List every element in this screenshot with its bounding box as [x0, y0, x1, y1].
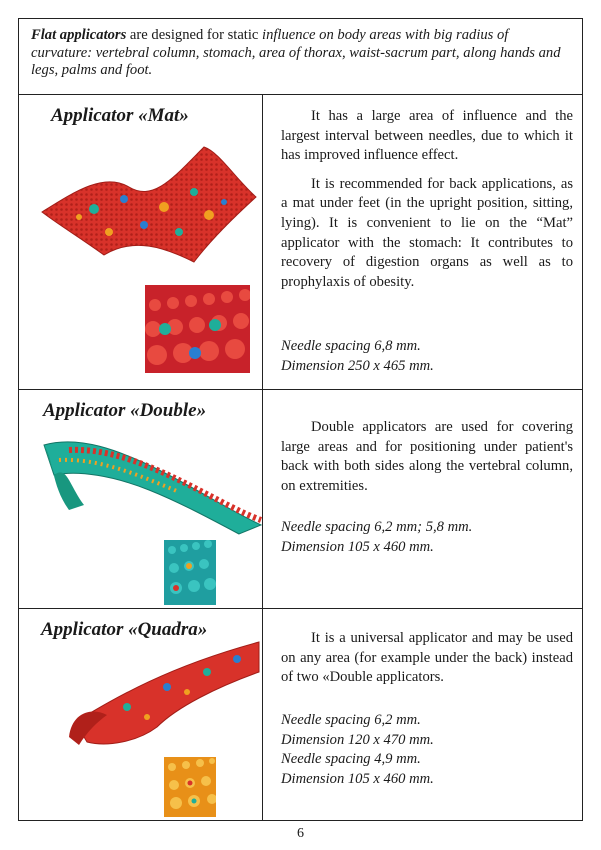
spec-line: Dimension 250 x 465 mm.: [281, 357, 434, 374]
mat-applicator-image: [34, 137, 259, 267]
spec-line: Dimension 120 x 470 mm.: [281, 731, 434, 748]
mat-closeup-image: [145, 285, 250, 373]
applicator-title: Applicator «Mat»: [51, 105, 189, 126]
intro-text-italic: influence on body areas with big radius of curvature: vertebral column, stomach, area of thorax, waist-sacrum part, along hands and legs, palms and foot.: [31, 27, 561, 78]
quadra-closeup-image: [164, 757, 216, 817]
applicator-description: [281, 418, 573, 496]
intro-text-plain: are designed for static: [126, 27, 263, 43]
applicator-title: Applicator «Double»: [43, 400, 207, 421]
column-divider: [262, 95, 263, 389]
applicator-specs: [281, 518, 573, 557]
spec-line: Needle spacing 4,9 mm.: [281, 751, 421, 768]
table-row-quadra: [19, 608, 582, 820]
spec-line: Dimension 105 x 460 mm.: [281, 538, 434, 555]
description-paragraph: Double applicators are used for covering large areas and for positioning under patient's back with both sides along the vertebral column, on extremities.: [281, 419, 573, 494]
spec-line: Needle spacing 6,2 mm; 5,8 mm.: [281, 519, 473, 535]
table-row-double: [19, 389, 582, 608]
column-divider: [262, 609, 263, 820]
description-paragraph: It has a large area of influence and the largest interval between needles, due to which it has improved influence effect.: [281, 108, 573, 164]
intro-box: [18, 18, 583, 94]
applicator-specs: [281, 337, 573, 376]
spec-line: Needle spacing 6,2 mm.: [281, 712, 421, 728]
page-number: 6: [297, 826, 304, 841]
applicator-description: [281, 629, 573, 688]
quadra-applicator-image: [67, 637, 262, 747]
applicator-description: [281, 107, 573, 292]
spec-line: Needle spacing 6,8 mm.: [281, 338, 421, 354]
applicator-title: Applicator «Quadra»: [41, 619, 208, 640]
applicator-table: [18, 94, 583, 821]
double-closeup-image: [164, 540, 216, 605]
description-paragraph: It is a universal applicator and may be used on any area (for example under the back) instead of two «Double applicators.: [281, 630, 573, 686]
applicator-specs: [281, 711, 573, 789]
intro-term: Flat applicators: [31, 27, 127, 43]
description-paragraph: It is recommended for back applications, as a mat under feet (in the upright position, sitting, lying). It is convenient to lie on the “Mat” applicator with the stomach: It contributes to recovery of digestion organs as well as to prophylaxis of obesity.: [281, 175, 573, 290]
table-row-mat: [19, 95, 582, 389]
spec-line: Dimension 105 x 460 mm.: [281, 770, 434, 787]
double-applicator-image: [39, 430, 264, 535]
